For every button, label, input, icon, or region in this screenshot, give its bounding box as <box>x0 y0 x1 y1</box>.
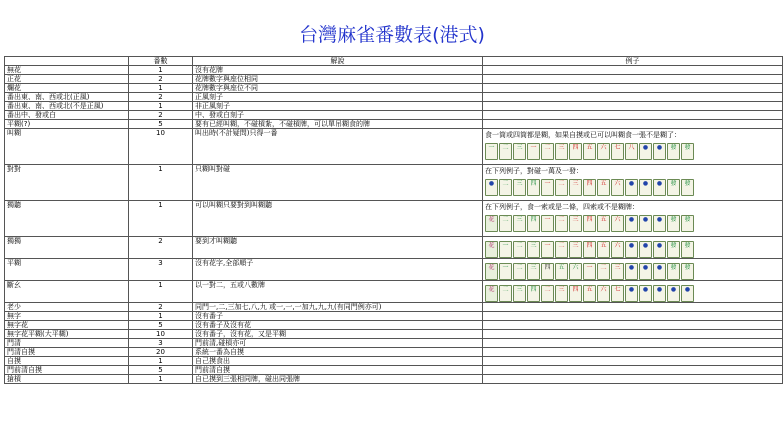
mahjong-tile-icon: 六 <box>611 241 624 258</box>
row-example <box>483 281 783 303</box>
row-desc: 正風刻子 <box>193 93 483 102</box>
fan-table <box>4 56 783 384</box>
row-name: 番出東、南、西或北(正風) <box>5 93 129 102</box>
table-row <box>5 111 783 120</box>
row-fan: 10 <box>129 129 193 165</box>
mahjong-tile-icon: 發 <box>667 179 680 196</box>
row-fan: 2 <box>129 303 193 312</box>
row-desc: 沒有花牌 <box>193 66 483 75</box>
tile-hand <box>485 263 780 280</box>
mahjong-tile-icon: ● <box>639 215 652 232</box>
row-name: 平糊(?) <box>5 120 129 129</box>
mahjong-tile-icon: 三 <box>555 285 568 302</box>
row-desc: 同門一,二,三加七,八,九 或一,一,一加九,九,九(有同門例亦可) <box>193 303 483 312</box>
row-fan: 1 <box>129 201 193 237</box>
mahjong-tile-icon: ● <box>639 241 652 258</box>
row-name: 自摸 <box>5 357 129 366</box>
row-name: 無字花 <box>5 321 129 330</box>
mahjong-tile-icon: 二 <box>555 179 568 196</box>
row-example <box>483 93 783 102</box>
table-row <box>5 375 783 384</box>
mahjong-tile-icon: 發 <box>667 241 680 258</box>
row-fan: 1 <box>129 84 193 93</box>
mahjong-tile-icon: 三 <box>513 179 526 196</box>
mahjong-tile-icon: ● <box>639 285 652 302</box>
row-desc: 以一對二，五或八數牌 <box>193 281 483 303</box>
header-desc: 解說 <box>193 57 483 66</box>
mahjong-tile-icon: 四 <box>583 179 596 196</box>
row-desc: 非正風刻子 <box>193 102 483 111</box>
table-row <box>5 366 783 375</box>
row-example <box>483 84 783 93</box>
mahjong-tile-icon: 發 <box>681 179 694 196</box>
row-fan: 1 <box>129 357 193 366</box>
row-desc: 沒有番子及沒有花 <box>193 321 483 330</box>
mahjong-tile-icon: 一 <box>541 179 554 196</box>
mahjong-tile-icon: ● <box>639 263 652 280</box>
mahjong-tile-icon: 花 <box>485 285 498 302</box>
mahjong-tile-icon: 三 <box>569 241 582 258</box>
table-row <box>5 120 783 129</box>
row-desc: 要有已經叫糊，不碰槓紮，不碰槓牌，可以單吊糊食的牌 <box>193 120 483 129</box>
mahjong-tile-icon: 五 <box>597 215 610 232</box>
row-desc: 門前清自摸 <box>193 366 483 375</box>
table-body <box>5 66 783 384</box>
mahjong-tile-icon: 花 <box>485 215 498 232</box>
mahjong-tile-icon: ● <box>625 241 638 258</box>
table-row <box>5 330 783 339</box>
table-header-row <box>5 57 783 66</box>
mahjong-tile-icon: 二 <box>499 179 512 196</box>
mahjong-tile-icon: ● <box>625 215 638 232</box>
mahjong-tile-icon: 四 <box>527 215 540 232</box>
mahjong-tile-icon: 二 <box>597 263 610 280</box>
mahjong-tile-icon: 六 <box>597 143 610 160</box>
table-row <box>5 357 783 366</box>
row-fan: 2 <box>129 75 193 84</box>
row-fan: 2 <box>129 111 193 120</box>
row-desc: 只糊叫對碰 <box>193 165 483 201</box>
header-name <box>5 57 129 66</box>
tile-hand <box>485 285 780 302</box>
mahjong-tile-icon: 三 <box>513 215 526 232</box>
row-example <box>483 303 783 312</box>
table-row <box>5 165 783 201</box>
mahjong-tile-icon: 二 <box>513 263 526 280</box>
row-desc: 自已摸到三張相同牌，碰出同張牌 <box>193 375 483 384</box>
row-example <box>483 348 783 357</box>
table-row <box>5 237 783 259</box>
mahjong-tile-icon: 一 <box>499 263 512 280</box>
table-row <box>5 339 783 348</box>
mahjong-tile-icon: 二 <box>541 143 554 160</box>
mahjong-tile-icon: ● <box>653 215 666 232</box>
mahjong-tile-icon: 一 <box>541 215 554 232</box>
mahjong-tile-icon: ● <box>653 179 666 196</box>
row-name: 搶槓 <box>5 375 129 384</box>
table-row <box>5 201 783 237</box>
mahjong-tile-icon: 一 <box>583 263 596 280</box>
row-name: 無花 <box>5 66 129 75</box>
mahjong-tile-icon: 二 <box>555 215 568 232</box>
mahjong-tile-icon: 二 <box>499 143 512 160</box>
example-text: 食一筒或四筒都是糊，如果自摸或已可以叫糊食一張不是糊了： <box>485 131 681 139</box>
mahjong-tile-icon: 發 <box>667 215 680 232</box>
mahjong-tile-icon: ● <box>667 285 680 302</box>
mahjong-tile-icon: ● <box>625 179 638 196</box>
mahjong-tile-icon: 一 <box>527 143 540 160</box>
mahjong-tile-icon: 四 <box>583 215 596 232</box>
mahjong-tile-icon: 五 <box>583 285 596 302</box>
row-desc: 自己摸食出 <box>193 357 483 366</box>
row-desc: 叫出時(不計疑問)只得一番 <box>193 129 483 165</box>
row-name: 平糊 <box>5 259 129 281</box>
mahjong-tile-icon: 三 <box>513 285 526 302</box>
table-row <box>5 75 783 84</box>
row-fan: 2 <box>129 237 193 259</box>
mahjong-tile-icon: 三 <box>555 143 568 160</box>
page-title: 台灣麻雀番數表(港式) <box>299 24 485 46</box>
row-example <box>483 259 783 281</box>
row-desc: 花牌數字與座位相同 <box>193 75 483 84</box>
table-row <box>5 281 783 303</box>
row-name: 斷幺 <box>5 281 129 303</box>
mahjong-tile-icon: 三 <box>611 263 624 280</box>
mahjong-tile-icon: 七 <box>611 285 624 302</box>
row-fan: 5 <box>129 366 193 375</box>
row-example <box>483 366 783 375</box>
mahjong-tile-icon: ● <box>485 179 498 196</box>
row-example <box>483 129 783 165</box>
row-name: 老少 <box>5 303 129 312</box>
mahjong-tile-icon: 四 <box>527 179 540 196</box>
row-desc: 沒有花字,全部順子 <box>193 259 483 281</box>
row-example <box>483 357 783 366</box>
mahjong-tile-icon: 發 <box>681 263 694 280</box>
mahjong-tile-icon: 三 <box>527 241 540 258</box>
mahjong-tile-icon: 三 <box>569 179 582 196</box>
mahjong-tile-icon: ● <box>653 143 666 160</box>
row-example <box>483 375 783 384</box>
mahjong-tile-icon: 二 <box>513 241 526 258</box>
mahjong-tile-icon: ● <box>625 285 638 302</box>
table-row <box>5 66 783 75</box>
row-desc: 系統一番為自摸 <box>193 348 483 357</box>
row-name: 爛花 <box>5 84 129 93</box>
mahjong-tile-icon: ● <box>681 285 694 302</box>
mahjong-tile-icon: 五 <box>597 179 610 196</box>
row-fan: 1 <box>129 66 193 75</box>
row-fan: 3 <box>129 339 193 348</box>
mahjong-tile-icon: ● <box>625 263 638 280</box>
row-name: 番出中、發或白 <box>5 111 129 120</box>
row-fan: 1 <box>129 165 193 201</box>
mahjong-tile-icon: 八 <box>625 143 638 160</box>
mahjong-tile-icon: ● <box>653 263 666 280</box>
example-text: 在下列例子，對碰一萬及一發： <box>485 167 583 175</box>
header-fan: 番數 <box>129 57 193 66</box>
row-name: 對對 <box>5 165 129 201</box>
mahjong-tile-icon: 四 <box>541 263 554 280</box>
mahjong-tile-icon: 六 <box>611 215 624 232</box>
tile-hand <box>485 241 780 258</box>
table-row <box>5 303 783 312</box>
mahjong-tile-icon: 四 <box>583 241 596 258</box>
mahjong-tile-icon: 五 <box>555 263 568 280</box>
mahjong-tile-icon: 發 <box>667 263 680 280</box>
row-name: 門清自摸 <box>5 348 129 357</box>
mahjong-tile-icon: 四 <box>569 143 582 160</box>
mahjong-tile-icon: 五 <box>583 143 596 160</box>
mahjong-tile-icon: ● <box>653 241 666 258</box>
table-row <box>5 93 783 102</box>
row-name: 無字花平糊(大平糊) <box>5 330 129 339</box>
mahjong-tile-icon: 發 <box>681 143 694 160</box>
row-desc: 可以叫糊只要對到叫糊聽 <box>193 201 483 237</box>
mahjong-tile-icon: 六 <box>611 179 624 196</box>
table-row <box>5 84 783 93</box>
mahjong-tile-icon: 一 <box>541 241 554 258</box>
mahjong-tile-icon: 一 <box>485 143 498 160</box>
table-row <box>5 348 783 357</box>
row-name: 正花 <box>5 75 129 84</box>
tile-hand <box>485 143 780 160</box>
row-name: 無字 <box>5 312 129 321</box>
row-fan: 10 <box>129 330 193 339</box>
row-fan: 2 <box>129 93 193 102</box>
row-fan: 1 <box>129 102 193 111</box>
row-desc: 門前清,碰槓亦可 <box>193 339 483 348</box>
mahjong-tile-icon: 六 <box>569 263 582 280</box>
example-text: 在下列例子，食一索或是二條，四索或不是糊牌： <box>485 203 639 211</box>
row-example <box>483 66 783 75</box>
mahjong-tile-icon: 四 <box>527 285 540 302</box>
row-name: 叫糊 <box>5 129 129 165</box>
mahjong-tile-icon: 花 <box>485 263 498 280</box>
mahjong-tile-icon: 二 <box>499 285 512 302</box>
mahjong-tile-icon: 三 <box>513 143 526 160</box>
row-fan: 20 <box>129 348 193 357</box>
mahjong-tile-icon: 發 <box>681 215 694 232</box>
mahjong-tile-icon: 七 <box>611 143 624 160</box>
row-example <box>483 321 783 330</box>
row-fan: 1 <box>129 375 193 384</box>
table-row <box>5 321 783 330</box>
table-row <box>5 102 783 111</box>
row-name: 門前清自摸 <box>5 366 129 375</box>
row-name: 獨聽 <box>5 201 129 237</box>
mahjong-tile-icon: 六 <box>597 285 610 302</box>
table-row <box>5 259 783 281</box>
row-desc: 中、發或白刻子 <box>193 111 483 120</box>
mahjong-tile-icon: 二 <box>499 215 512 232</box>
row-fan: 1 <box>129 281 193 303</box>
row-desc: 花牌數字與座位不同 <box>193 84 483 93</box>
row-example <box>483 102 783 111</box>
row-example <box>483 201 783 237</box>
row-fan: 5 <box>129 321 193 330</box>
mahjong-tile-icon: 發 <box>681 241 694 258</box>
row-example <box>483 339 783 348</box>
mahjong-tile-icon: 二 <box>555 241 568 258</box>
header-example: 例子 <box>483 57 783 66</box>
row-example <box>483 165 783 201</box>
row-example <box>483 330 783 339</box>
row-name: 獨獨 <box>5 237 129 259</box>
mahjong-tile-icon: 二 <box>541 285 554 302</box>
mahjong-tile-icon: 一 <box>499 241 512 258</box>
mahjong-tile-icon: 四 <box>569 285 582 302</box>
tile-hand <box>485 215 780 232</box>
mahjong-tile-icon: 花 <box>485 241 498 258</box>
mahjong-tile-icon: 三 <box>527 263 540 280</box>
row-fan: 3 <box>129 259 193 281</box>
table-row <box>5 129 783 165</box>
row-name: 門清 <box>5 339 129 348</box>
row-desc: 沒有番子 <box>193 312 483 321</box>
row-example <box>483 111 783 120</box>
mahjong-tile-icon: ● <box>653 285 666 302</box>
row-fan: 5 <box>129 120 193 129</box>
mahjong-tile-icon: 三 <box>569 215 582 232</box>
tile-hand <box>485 179 780 196</box>
mahjong-tile-icon: ● <box>639 179 652 196</box>
mahjong-tile-icon: 發 <box>667 143 680 160</box>
mahjong-tile-icon: ● <box>639 143 652 160</box>
row-desc: 要到才叫糊聽 <box>193 237 483 259</box>
row-fan: 1 <box>129 312 193 321</box>
row-example <box>483 237 783 259</box>
row-example <box>483 120 783 129</box>
row-name: 番出東、南、西或北(不是正風) <box>5 102 129 111</box>
row-example <box>483 75 783 84</box>
table-row <box>5 312 783 321</box>
row-desc: 沒有番子，沒有花，又是平糊 <box>193 330 483 339</box>
mahjong-tile-icon: 五 <box>597 241 610 258</box>
row-example <box>483 312 783 321</box>
